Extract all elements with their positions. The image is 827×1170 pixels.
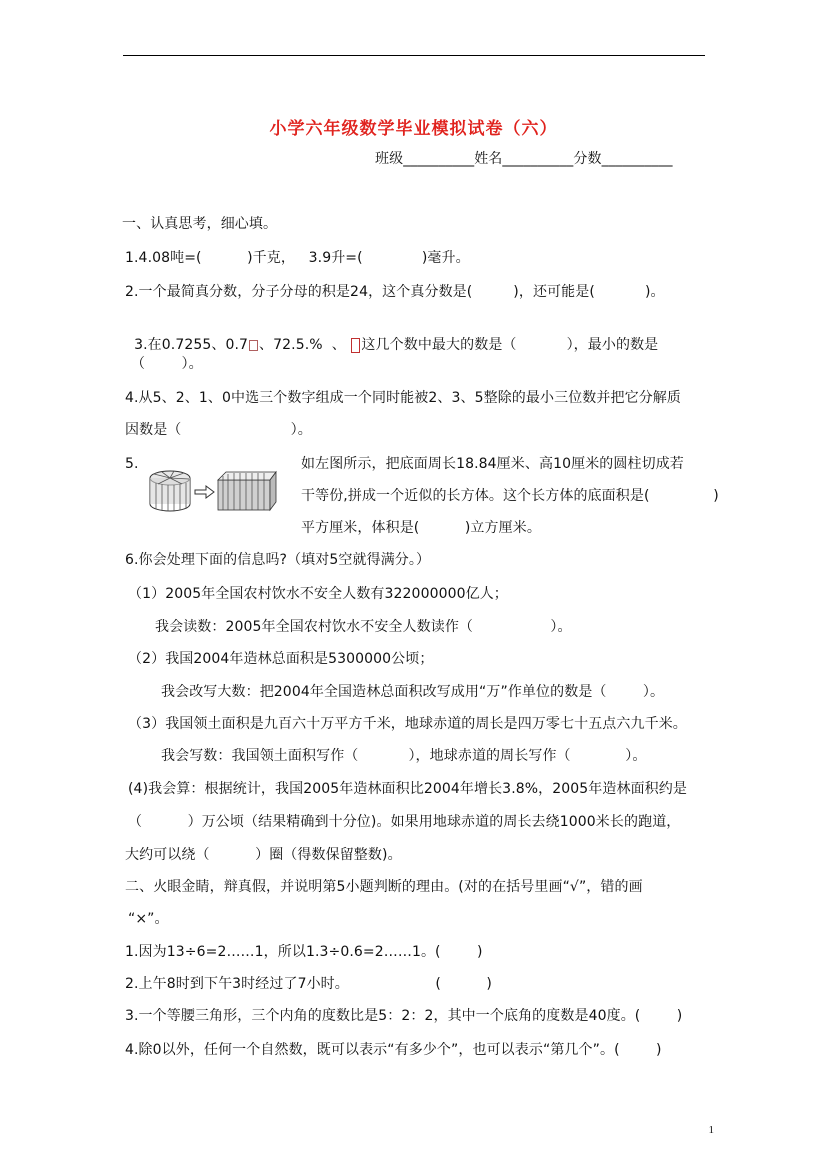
question-3-part-c: 这几个数中最大的数是（ ），最小的数是 <box>361 337 659 353</box>
section1-heading: 一、认真思考，细心填。 <box>122 216 278 232</box>
question-5-line2: 干等份,拼成一个近似的长方体。这个长方体的底面积是( ) <box>301 488 719 504</box>
question-6-2-answer: 我会改写大数：把2004年全国造林总面积改写成用“万”作单位的数是（ ）。 <box>161 684 665 700</box>
question-6-4-line2: （ ）万公顷（结果精确到十分位)。如果用地球赤道的周长去绕1000米长的跑道， <box>128 814 681 830</box>
question-1: 1.4.08吨=( )千克， 3.9升=( )毫升。 <box>125 250 470 266</box>
cylinder-to-cuboid-figure <box>148 468 278 514</box>
question-6-1-answer: 我会读数：2005年全国农村饮水不安全人数读作（ ）。 <box>155 619 572 635</box>
section2-heading-line1: 二、火眼金睛，辩真假，并说明第5小题判断的理由。(对的在括号里画“√”，错的画 <box>125 879 643 895</box>
tf-question-4: 4.除0以外，任何一个自然数，既可以表示“有多少个”，也可以表示“第几个”。( ) <box>125 1042 662 1058</box>
question-6-3: （3）我国领土面积是九百六十万平方千米，地球赤道的周长是四万零七十五点六九千米。 <box>128 716 687 732</box>
repeating-decimal-image <box>249 340 258 351</box>
question-6-1: （1）2005年全国农村饮水不安全人数有322000000亿人； <box>128 586 508 602</box>
question-4-line1: 4.从5、2、1、0中选三个数字组成一个同时能被2、3、5整除的最小三位数并把它分解质 <box>125 390 682 406</box>
question-6-3-answer: 我会写数：我国领土面积写作（ ），地球赤道的周长写作（ ）。 <box>161 748 647 764</box>
tf-question-1: 1.因为13÷6=2……1，所以1.3÷0.6=2……1。( ) <box>125 944 483 960</box>
question-4-line2: 因数是（ ）。 <box>125 422 312 438</box>
tf-question-2: 2.上午8时到下午3时经过了7小时。 ( ) <box>125 976 492 992</box>
question-3-part-a: 3.在0.7255、0.7 <box>134 337 249 353</box>
question-5-line1: 如左图所示，把底面周长18.84厘米、高10厘米的圆柱切成若 <box>301 456 684 472</box>
question-3 <box>125 318 658 354</box>
question-2: 2.一个最简真分数，分子分母的积是24，这个真分数是( )，还可能是( )。 <box>125 284 665 300</box>
question-6-4-line1: (4)我会算：根据统计，我国2005年造林面积比2004年增长3.8%，2005年造林面积约是 <box>128 781 687 797</box>
question-6-4-line3: 大约可以绕（ ）圈（得数保留整数)。 <box>125 847 402 863</box>
question-3-part-b: 、72.5.% 、 <box>259 337 351 353</box>
question-6-2: （2）我国2004年造林总面积是5300000公顷； <box>128 651 434 667</box>
question-5-line3: 平方厘米，体积是( )立方厘米。 <box>301 520 541 536</box>
header-rule <box>123 55 705 56</box>
page-number: 1 <box>708 1124 714 1136</box>
section2-heading-line2: “×”。 <box>128 911 169 927</box>
question-3-line2: （ ）。 <box>131 356 203 372</box>
page-title: 小学六年级数学毕业模拟试卷（六） <box>269 119 558 139</box>
question-6-heading: 6.你会处理下面的信息吗?（填对5空就得满分。） <box>125 552 431 568</box>
tf-question-3: 3.一个等腰三角形，三个内角的度数比是5：2：2，其中一个底角的度数是40度。( ) <box>125 1008 683 1024</box>
fraction-image <box>351 338 360 353</box>
student-info-line: 班级__________姓名__________分数__________ <box>375 151 673 167</box>
question-5-number: 5. <box>125 456 139 472</box>
